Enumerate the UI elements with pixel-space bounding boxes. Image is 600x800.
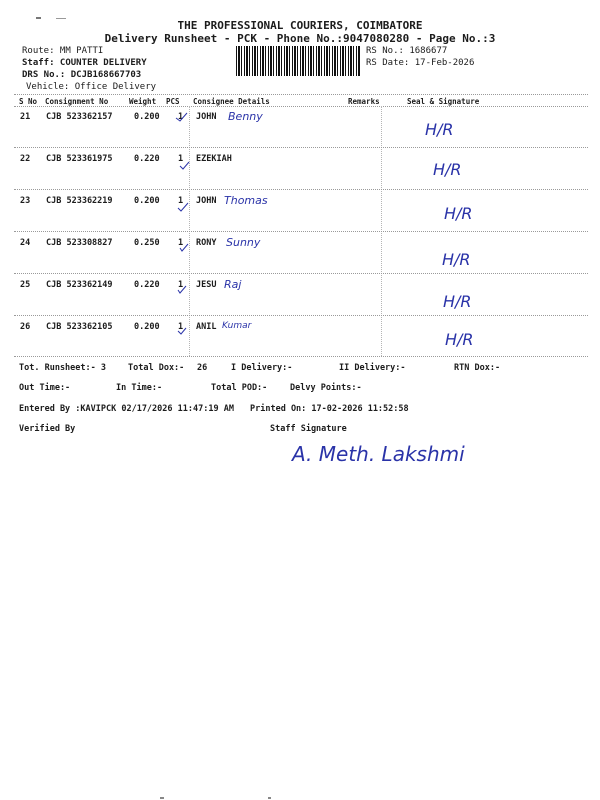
verified-by: Verified By <box>19 424 76 434</box>
row-pcs: 1 <box>178 238 184 248</box>
row-consignee: ANIL <box>196 322 217 332</box>
handwritten-name: Thomas <box>224 194 268 207</box>
printed-on: Printed On: 17-02-2026 11:52:58 <box>250 404 409 414</box>
row-pcs: 1 <box>178 154 184 164</box>
row-consignment: CJB 523362219 <box>46 196 113 206</box>
ii-delivery: II Delivery:- <box>339 363 406 373</box>
row-sno: 23 <box>20 196 31 206</box>
row-consignee: RONY <box>196 238 217 248</box>
drs-number: DRS No.: DCJB168667703 <box>22 70 142 80</box>
row-pcs: 1 <box>178 112 184 122</box>
tick-icon <box>178 203 188 211</box>
row-weight: 0.200 <box>134 322 160 332</box>
handwritten-name: Kumar <box>222 321 252 331</box>
tick-icon <box>180 244 188 251</box>
tick-icon <box>176 113 187 121</box>
row-weight: 0.200 <box>134 112 160 122</box>
runsheet-subtitle: Delivery Runsheet - PCK - Phone No.:9047080280 - Page No.:3 <box>104 32 496 45</box>
col-seal-signature: Seal & Signature <box>407 97 480 106</box>
route-text: Route: MM PATTI <box>22 46 104 56</box>
seal-signature: H/R <box>443 292 472 311</box>
delvy-points: Delvy Points:- <box>290 383 362 393</box>
row-consignment: CJB 523362149 <box>46 280 113 290</box>
col-consignee: Consignee Details <box>193 97 270 106</box>
seal-signature: H/R <box>445 330 474 349</box>
handwritten-name: Benny <box>228 110 263 123</box>
tot-runsheet: Tot. Runsheet:- 3 <box>19 363 106 373</box>
row-sno: 25 <box>20 280 31 290</box>
total-dox-value: 26 <box>197 363 208 373</box>
row-weight: 0.220 <box>134 280 160 290</box>
row-consignee: EZEKIAH <box>196 154 232 164</box>
rs-number: RS No.: 1686677 <box>366 46 448 56</box>
staff-text: Staff: COUNTER DELIVERY <box>22 58 147 68</box>
total-dox-label: Total Dox:- <box>128 363 185 373</box>
row-consignee: JOHN <box>196 112 217 122</box>
row-consignment: CJB 523362157 <box>46 112 113 122</box>
col-remarks: Remarks <box>348 97 380 106</box>
staff-handwritten-signature: A. Meth. Lakshmi <box>292 442 465 466</box>
scan-speck <box>268 797 271 799</box>
row-consignment: CJB 523361975 <box>46 154 113 164</box>
scan-speck <box>160 797 164 799</box>
row-consignment: CJB 523308827 <box>46 238 113 248</box>
row-sno: 26 <box>20 322 31 332</box>
col-weight: Weight <box>129 97 157 106</box>
row-consignee: JESU <box>196 280 217 290</box>
seal-signature: H/R <box>433 160 462 179</box>
row-weight: 0.200 <box>134 196 160 206</box>
tick-icon <box>178 286 186 293</box>
row-pcs: 1 <box>178 280 184 290</box>
col-pcs: PCS <box>166 97 180 106</box>
col-sno: S No <box>19 97 38 106</box>
tick-marks <box>0 0 600 360</box>
row-consignee: JOHN <box>196 196 217 206</box>
row-weight: 0.220 <box>134 154 160 164</box>
handwritten-name: Raj <box>224 278 242 291</box>
out-time: Out Time:- <box>19 383 71 393</box>
staff-signature-label: Staff Signature <box>270 424 347 434</box>
row-sno: 22 <box>20 154 31 164</box>
tick-icon <box>178 328 186 334</box>
total-pod: Total POD:- <box>211 383 268 393</box>
row-sno: 21 <box>20 112 31 122</box>
row-pcs: 1 <box>178 196 184 206</box>
handwritten-name: Sunny <box>226 236 261 249</box>
col-consignment: Consignment No <box>45 97 109 106</box>
vehicle-text: Vehicle: Office Delivery <box>26 82 157 92</box>
row-pcs: 1 <box>178 322 184 332</box>
in-time: In Time:- <box>116 383 163 393</box>
entered-by: Entered By :KAVIPCK 02/17/2026 11:47:19 AM <box>19 404 234 414</box>
rtn-dox: RTN Dox:- <box>454 363 501 373</box>
seal-signature: H/R <box>444 204 473 223</box>
row-weight: 0.250 <box>134 238 160 248</box>
row-sno: 24 <box>20 238 31 248</box>
seal-signature: H/R <box>442 250 471 269</box>
tick-icon <box>180 162 189 169</box>
seal-signature: H/R <box>425 120 454 139</box>
company-title: THE PROFESSIONAL COURIERS, COIMBATORE <box>177 19 423 32</box>
rs-date: RS Date: 17-Feb-2026 <box>366 58 475 68</box>
row-consignment: CJB 523362105 <box>46 322 113 332</box>
i-delivery: I Delivery:- <box>231 363 293 373</box>
